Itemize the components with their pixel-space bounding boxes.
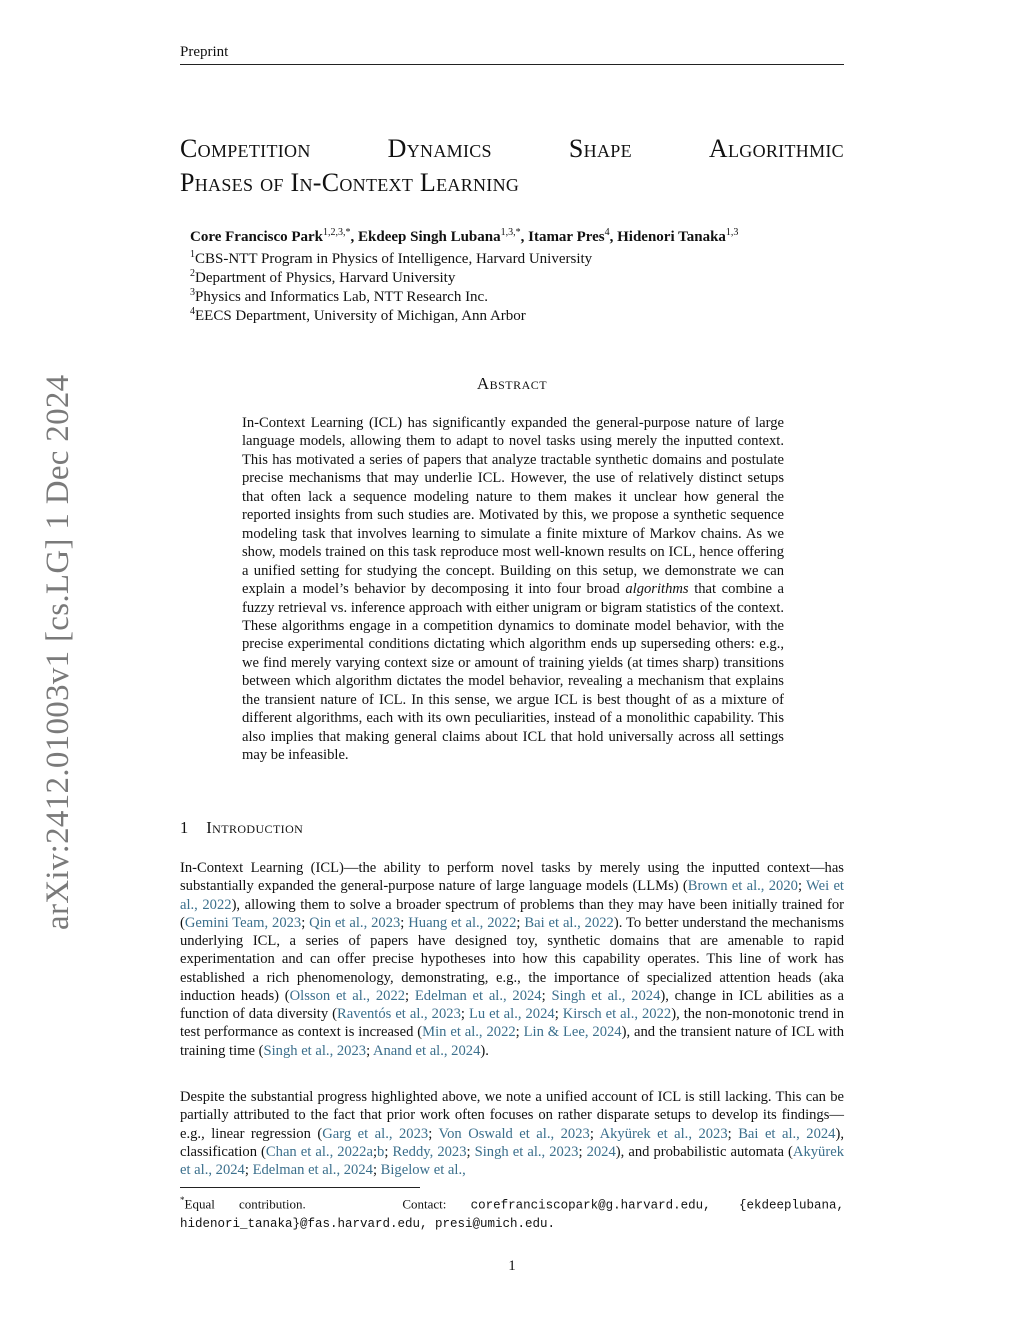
citation-link[interactable]: Olsson et al., 2022 [289,987,406,1004]
paragraph-text: ), and probabilistic automata ( [615,1143,793,1160]
citation-link[interactable]: Kirsch et al., 2022 [562,1006,672,1022]
citation-link[interactable]: Qin et al., 2023 [309,914,401,931]
paragraph-text: ), allowing them to solve a broader spectrum of problems than they may have been initially trained for ( [180,896,844,931]
citation-link[interactable]: Edelman et al., 2024 [252,1162,373,1178]
paragraph-text: ), classification ( [180,1125,844,1160]
citation-link[interactable]: Reddy, 2023 [392,1143,467,1160]
citation-link[interactable]: Garg et al., 2023 [322,1125,429,1142]
paragraph-text: Despite the substantial progress highlighted above, we note a unified account of ICL is still lacking. This can be partially attributed to the fact that prior work often focuses on rather disparate setups to develop its findings—e.g., linear regression ( [180,1089,844,1142]
citation-link[interactable]: Singh et al., 2023 [263,1042,367,1059]
citation-link[interactable]: Lu et al., 2024 [468,1006,555,1022]
footnote-rule [180,1187,420,1188]
citation-link[interactable]: Edelman et al., 2024 [414,987,542,1004]
paragraph-text: ). To better understand the mechanisms underlying ICL, a series of papers have designed toy, synthetic domains that are amenable to rapid experimentation and can offer precise hypotheses into how this capability operates. This line of work has established a rich phenomenology, demonstrating, e.g., the importance of specialized attention heads (aka induction heads) ( [180,914,844,1004]
citation-link[interactable]: Gemini Team, 2023 [184,914,302,931]
citation-link[interactable]: Akyürek et al., 2023 [599,1125,728,1142]
citation-link[interactable]: Huang et al., 2022 [408,914,517,931]
abstract-body: In-Context Learning (ICL) has significantly expanded the general-purpose nature of large language models, allowing them to adapt to novel tasks using merely the inputted context. This has motivated a series of papers that analyze tractable synthetic domains and postulate precise mechanisms that may underlie ICL. However, the use of relatively distinct setups that often lack a sequence modeling nature to them makes it unclear how general the reported insights from such studies are. Motivated by this, we propose a synthetic sequence modeling task that involves learning to simulate a finite mixture of Markov chains. As we show, models trained on this task reproduce most well-known results on ICL, hence offering a unified setting for studying the concept. Building on this setup, we demonstrate we can explain a model’s behavior by decomposing it into four broad algorithms that combine a fuzzy retrieval vs. inference approach with either unigram or bigram statistics of the context. These algorithms engage in a competition dynamics to dominate model behavior, with the precise experimental conditions dictating which algorithm ends up superseding others: e.g., we find merely varying context size or amount of training yields (at times sharp) transitions between which algorithm dictates the model behavior, revealing a mechanism that explains the transient nature of ICL. In this sense, we argue ICL is best thought of as a mixture of different algorithms, each with its own peculiarities, instead of a monolithic capability. This also implies that making general claims about ICL that hold universally across all settings may be infeasible. [242,415,784,764]
citation-link[interactable]: Von Oswald et al., 2023 [438,1125,590,1142]
citation-link[interactable]: Singh et al., 2023 [474,1143,579,1160]
paragraph-text: ; [428,1125,439,1142]
title-word: Shape [568,134,632,163]
paragraph-text: ; [589,1125,600,1142]
paragraph-text: ; [301,914,310,931]
paragraph-text: ; [516,914,525,931]
title-word: Algorithmic [708,134,844,163]
affiliation: $^1$CBS-NTT Program in Physics of Intelligence, Harvard University [190,249,593,267]
author-marks: 1,3 [725,227,739,238]
paragraph-text: ; [405,987,415,1004]
title-word: Competition [180,134,311,163]
author-name: Itamar Pres [528,229,605,245]
citation-link[interactable]: Brown et al., 2020 [687,878,798,895]
page-number: 1 [508,1258,516,1274]
title-line-2: Phases of In-Context Learning [180,168,520,197]
author-name: Core Francisco Park [190,229,324,245]
arxiv-stamp: arXiv:2412.01003v1 [cs.LG] 1 Dec 2024 [40,374,76,930]
paragraph-text: ; [384,1143,393,1160]
paragraph-text: ). [480,1042,489,1059]
paper-title [180,132,844,200]
paragraph-text: ; [372,1143,378,1160]
paragraph-text: ; [797,878,807,895]
intro-paragraph-1 [180,859,844,1060]
footnote: *Equal contribution. Contact: corefranciscopark@g.harvard.edu, {ekdeeplubana, hidenori_tanaka}@fas.harvard.edu, presi@umich.edu. [180,1195,845,1232]
paragraph-text: ; [515,1024,524,1041]
emphasized-term: algorithms [625,581,689,598]
intro-paragraph-2 [180,1088,844,1179]
paragraph-text: ; [727,1125,739,1142]
citation-link[interactable]: Akyürek et al., 2024 [180,1143,844,1178]
citation-link[interactable]: Min et al., 2022 [422,1024,516,1041]
affiliation: $^3$Physics and Informatics Lab, NTT Research Inc. [190,287,488,305]
title-word: Dynamics [387,134,492,163]
paragraph-text: ), change in ICL abilities as a function of data diversity ( [180,987,844,1022]
paragraph-text: ), the non-monotonic trend in test performance as context is increased ( [180,1006,845,1041]
paragraph-text: ; [466,1143,475,1160]
citation-link[interactable]: b [377,1143,385,1160]
citation-link[interactable]: Bigelow et al., [380,1162,466,1178]
paragraph-text: ), and the transient nature of ICL with training time ( [180,1024,845,1059]
affiliation: $^4$EECS Department, University of Michigan, Ann Arbor [190,306,526,324]
author-name: Hidenori Tanaka [617,229,726,245]
paragraph-text: In-Context Learning (ICL)—the ability to perform novel tasks by merely using the inputted context—has substantially expanded the general-purpose nature of large language models (LLMs) ( [180,860,844,895]
citation-link[interactable]: Anand et al., 2024 [372,1042,481,1059]
running-header: Preprint [180,44,229,60]
citation-link[interactable]: Bai et al., 2024 [738,1125,836,1142]
affiliation: $^2$Department of Physics, Harvard University [190,268,456,286]
section-number: 1 [180,818,189,837]
citation-link[interactable]: Wei et al., 2022 [180,878,844,913]
paragraph-text: ; [366,1042,373,1059]
author-marks: 1,3,* [500,227,521,238]
author-name: Ekdeep Singh Lubana [358,229,501,245]
citation-link[interactable]: Bai et al., 2022 [524,914,614,931]
contact-emails: corefranciscopark@g.harvard.edu, {ekdeeplubana, hidenori_tanaka}@fas.harvard.edu, presi@umich.edu. [180,1198,845,1232]
paragraph-text: ; [554,1006,563,1022]
citation-link[interactable]: Singh et al., 2024 [551,987,661,1004]
paragraph-text: ; [400,914,409,931]
citation-link[interactable]: Raventós et al., 2023 [337,1006,461,1022]
author-list: Core Francisco Park$^{1,2,3,*}$, Ekdeep Singh Lubana$^{1,3,*}$, Itamar Pres$^4$, Hidenori Tanaka$^{1,3}$ [190,227,739,245]
citation-link[interactable]: Chan et al., 2022a [265,1143,373,1160]
author-marks: 4 [604,227,610,238]
header-rule [180,64,844,65]
section-heading [180,818,303,838]
citation-link[interactable]: Lin & Lee, 2024 [523,1024,622,1041]
abstract-heading: Abstract [476,374,548,393]
paragraph-text: ; [244,1162,253,1178]
section-title: Introduction [206,818,304,837]
paragraph-text: ; [541,987,552,1004]
author-marks: 1,2,3,* [323,227,351,238]
citation-link[interactable]: 2024 [586,1143,616,1160]
paragraph-text: ; [460,1006,469,1022]
paragraph-text: ; [578,1143,587,1160]
paragraph-text: ; [372,1162,381,1178]
